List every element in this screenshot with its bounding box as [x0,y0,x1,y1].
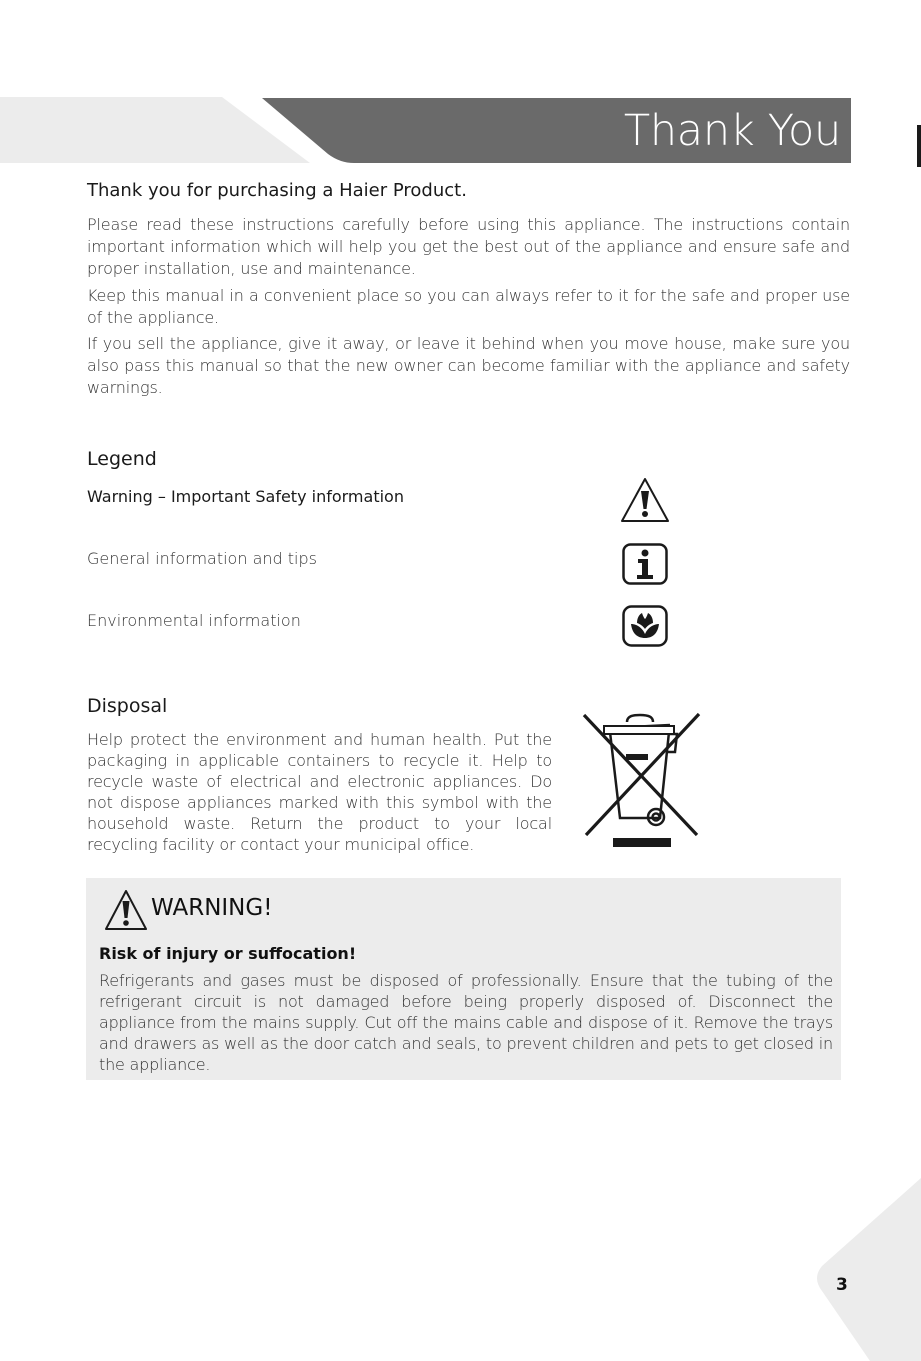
legend-item-warning: Warning – Important Safety information [87,487,404,506]
warning-subtitle: Risk of injury or suffocation! [99,944,357,963]
disposal-heading: Disposal [87,695,168,717]
disposal-text: Help protect the environment and human health. Put the packaging in applicable containers to recycle it. Help to recycle waste of electrical and electronic appliances. Do not dispose appliances marked with this symbol with the household waste. Return the product to your local recycling facility or contact your municipal office. [87,730,552,854]
warning-box-triangle-icon [103,888,149,932]
page-corner-shape [810,1178,921,1361]
intro-heading: Thank you for purchasing a Haier Product. [87,180,467,201]
legend-heading: Legend [87,448,157,470]
legend-item-environment: Environmental information [87,611,301,630]
environment-icon [622,605,668,647]
edge-marker [917,125,921,167]
crossed-out-bin-icon [580,710,705,860]
intro-paragraph-2: Keep this manual in a convenient place so you can always refer to it for the safe and proper use of the appliance. [87,286,850,327]
page-number: 3 [836,1275,848,1295]
warning-triangle-icon [619,476,671,524]
intro-paragraph-1: Please read these instructions carefully before using this appliance. The instructions contain important information which will help you get the best out of the appliance and ensure safe and proper installation, use and maintenance. [87,215,850,278]
legend-item-general: General information and tips [87,549,317,568]
info-icon [622,543,668,585]
warning-text: Refrigerants and gases must be disposed of professionally. Ensure that the tubing of the refrigerant circuit is not damaged before being properly disposed of. Disconnect the appliance from the mains supply. Cut off the mains cable and dispose of it. Remove the trays and drawers as well as the door catch and seals, to prevent children and pets to get closed in the appliance. [99,971,833,1074]
intro-paragraph-3: If you sell the appliance, give it away, or leave it behind when you move house, make sure you also pass this manual so that the new owner can become familiar with the appliance and safety warnings. [87,334,850,397]
page-title: Thank You [623,106,841,156]
warning-title: WARNING! [151,895,273,921]
